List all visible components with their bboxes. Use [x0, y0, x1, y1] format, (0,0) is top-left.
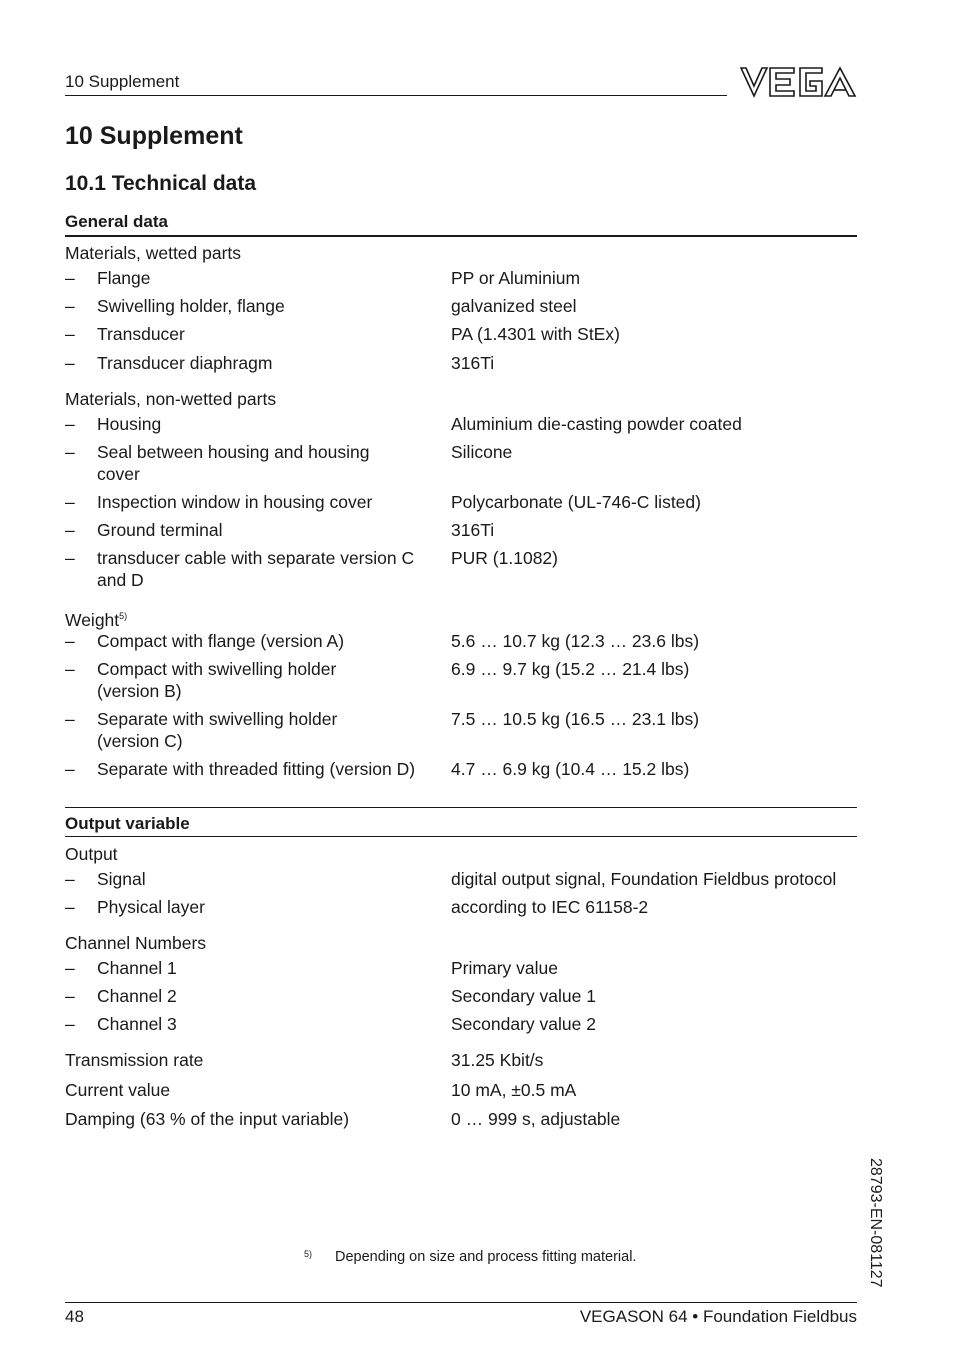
footnote-mark: 5): [304, 1249, 313, 1259]
footer-rule: [65, 1302, 857, 1303]
running-header: 10 Supplement: [65, 72, 180, 91]
product-name: VEGASON 64 • Foundation Fieldbus: [579, 1307, 857, 1326]
header-rule: [65, 95, 727, 96]
vega-logo: [740, 66, 857, 98]
general-data-rule: [65, 235, 857, 237]
output-variable-title: Output variable: [65, 814, 190, 833]
document-code: 28793-EN-081127: [867, 1158, 884, 1288]
section-heading: 10.1 Technical data: [65, 172, 257, 195]
output-top-rule: [65, 807, 857, 808]
output-variable-rule: [65, 836, 857, 837]
general-data-title: General data: [65, 212, 168, 231]
footnote-text: Depending on size and process fitting material.: [335, 1249, 637, 1265]
footnote-reference: 5): [119, 611, 128, 621]
page-number: 48: [65, 1307, 84, 1326]
chapter-heading: 10 Supplement: [65, 122, 243, 150]
